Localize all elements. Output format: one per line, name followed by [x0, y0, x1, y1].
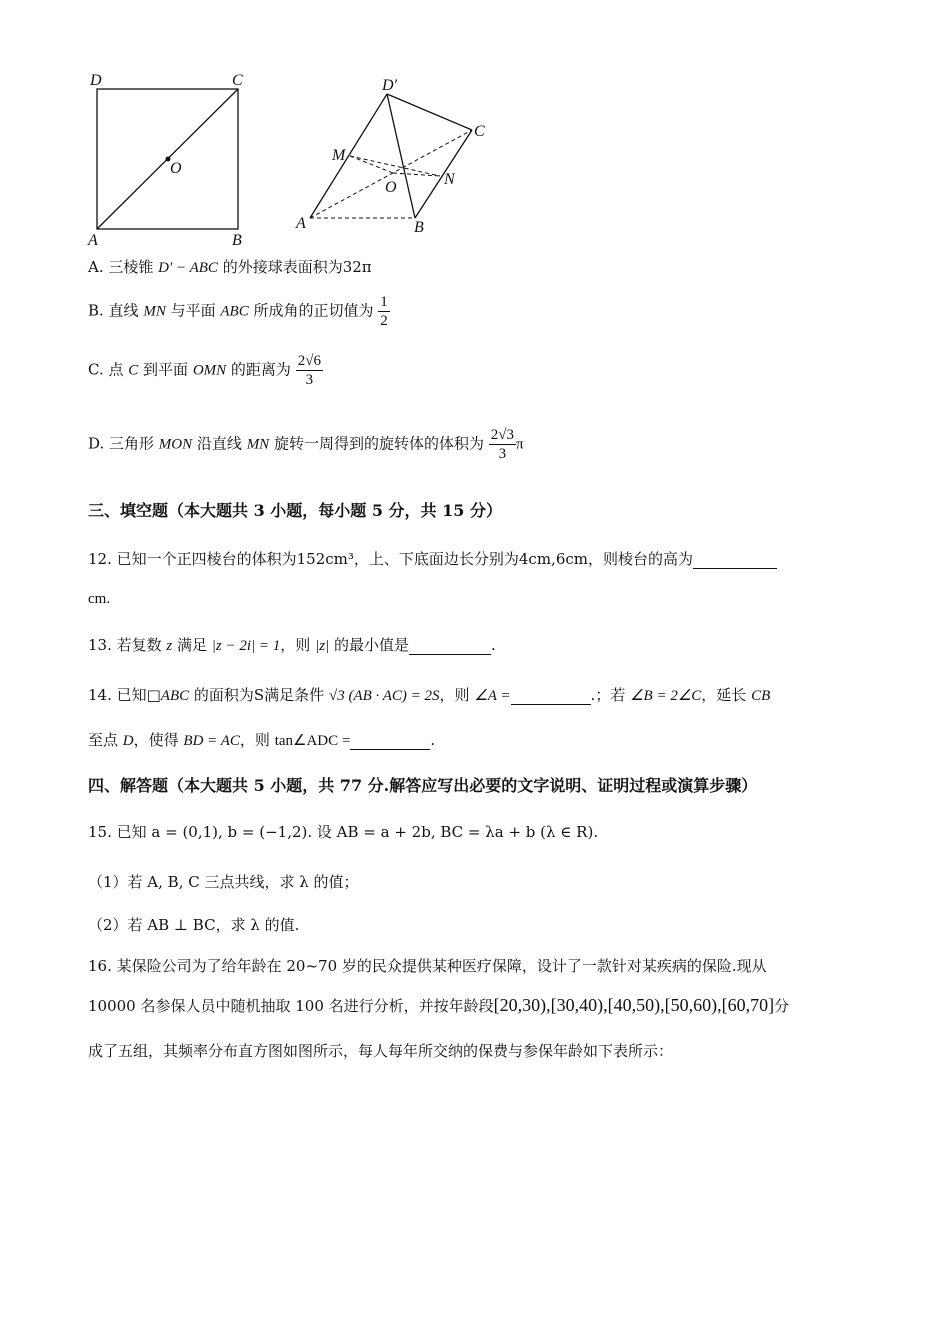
- question-16-line3: 成了五组，其频率分布直方图如图所示，每人每年所交纳的保费与参保年龄如下表所示：: [88, 1042, 674, 1060]
- label-o: O: [170, 160, 182, 177]
- label-c2: C: [474, 123, 485, 140]
- question-16-line2: 10000 名参保人员中随机抽取 100 名进行分析，并按年龄段[20,30),[30,40),[40,50),[50,60),[60,70]分: [88, 995, 790, 1015]
- square-figure: [80, 65, 270, 250]
- question-12: 12. 已知一个正四棱台的体积为152cm³，上、下底面边长分别为4cm,6cm，则棱台的高为: [88, 548, 777, 569]
- question-14-line1: 14. 已知□ABC 的面积为S满足条件 √3 (AB · AC) = 2S，则 ∠A = .；若 ∠B = 2∠C，延长 CB: [88, 686, 771, 704]
- question-14-line2: 至点 D，使得 BD = AC，则 tan∠ADC = .: [88, 731, 436, 749]
- question-13: 13. 若复数 z 满足 |z − 2i| = 1，则 |z| 的最小值是 .: [88, 636, 496, 654]
- question-15-part-2: （2）若 AB ⊥ BC，求 λ 的值.: [88, 916, 300, 934]
- section-3-title: 三、填空题（本大题共 3 小题，每小题 5 分，共 15 分）: [88, 501, 502, 520]
- q12-blank: [693, 550, 777, 569]
- label-b2: B: [414, 219, 424, 236]
- fraction-c: $\frac{2√6}{3}$: [297, 353, 321, 388]
- question-15-part-1: （1）若 A, B, C 三点共线，求 λ 的值；: [88, 873, 359, 891]
- question-12-unit: cm.: [88, 591, 111, 607]
- question-15-stem: 15. 已知 a = (0,1), b = (−1,2). 设 AB = a + 2b, BC = λa + b (λ ∈ R).: [88, 823, 599, 841]
- label-a: A: [88, 232, 98, 249]
- fraction-b: $\frac{1}{2}$: [380, 294, 388, 329]
- label-b: B: [232, 232, 242, 249]
- label-a2: A: [296, 215, 306, 232]
- label-dprime: D′: [382, 77, 398, 94]
- label-d: D: [90, 72, 102, 89]
- section-4-title: 四、解答题（本大题共 5 小题，共 77 分.解答应写出必要的文字说明、证明过程或演算步骤）: [88, 776, 758, 795]
- question-16-line1: 16. 某保险公司为了给年龄在 20~70 岁的民众提供某种医疗保障，设计了一款针对某疾病的保险.现从: [88, 957, 767, 975]
- label-n: N: [444, 171, 455, 188]
- label-c: C: [232, 72, 243, 89]
- q14-blank-1: [511, 686, 591, 705]
- pyramid-figure: [290, 70, 500, 240]
- q14-blank-2: [350, 731, 430, 750]
- q13-blank: [409, 636, 491, 655]
- option-c: C. 点 C 到平面 OMN 的距离为 $\frac{2√6}{3}$: [88, 353, 321, 388]
- label-o2: O: [385, 179, 397, 196]
- label-m: M: [332, 147, 346, 164]
- option-d: D. 三角形 MON 沿直线 MN 旋转一周得到的旋转体的体积为 $\frac{2√3}{3}$ π: [88, 427, 524, 462]
- fraction-d: $\frac{2√3}{3}$: [490, 427, 514, 462]
- option-a: A. 三棱锥 D′ − ABC 的外接球表面积为32π: [88, 258, 372, 276]
- option-b: B. 直线 MN 与平面 ABC 所成角的正切值为 $\frac{1}{2}$: [88, 294, 388, 329]
